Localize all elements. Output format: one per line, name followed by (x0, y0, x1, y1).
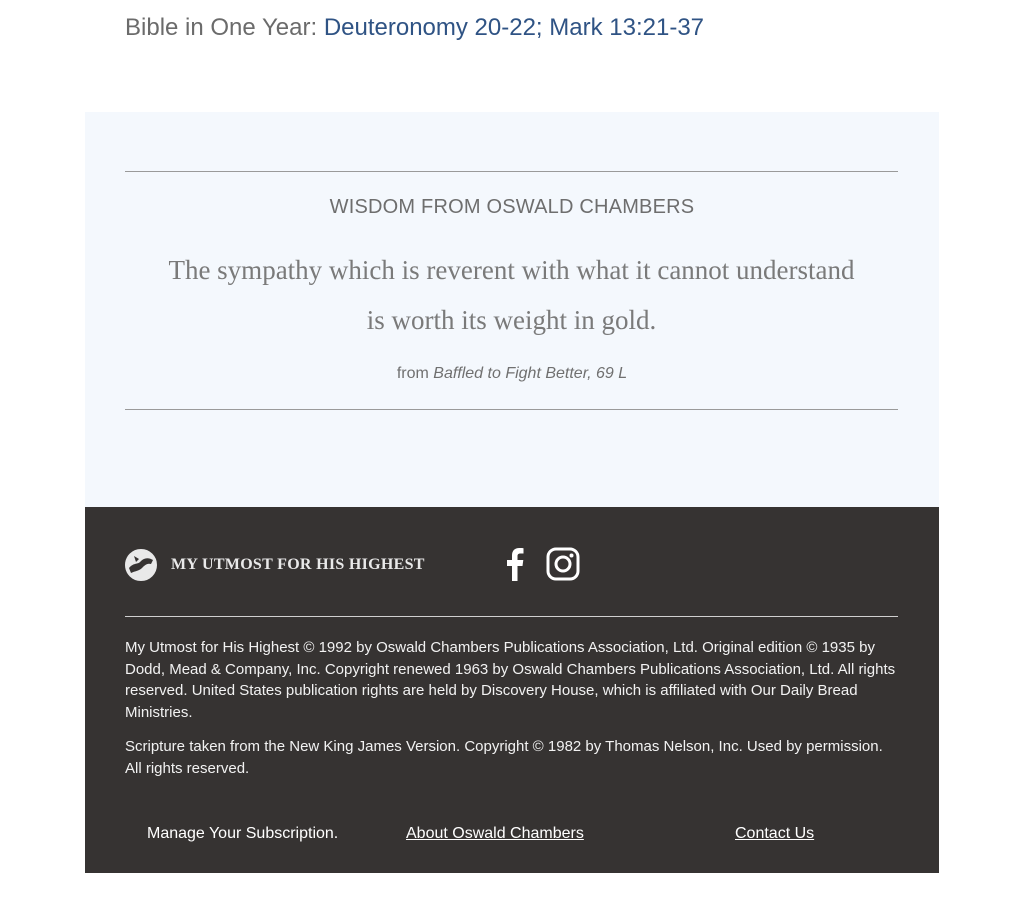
about-oswald-chambers-link[interactable]: About Oswald Chambers (406, 825, 584, 842)
footer-divider (125, 616, 898, 617)
manage-subscription-link[interactable]: Manage Your Subscription. (147, 825, 339, 842)
instagram-icon[interactable] (546, 547, 580, 581)
footer (85, 507, 939, 873)
contact-us-link[interactable]: Contact Us (735, 825, 815, 842)
wisdom-section (85, 112, 939, 507)
wisdom-heading: WISDOM FROM OSWALD CHAMBERS (329, 196, 695, 218)
scripture-copyright-text: Scripture taken from the New King James Version. Copyright © 1982 by Thomas Nelson, Inc. Used by permission. All rights reserved. (125, 738, 883, 777)
globe-logo-icon (125, 549, 157, 581)
wisdom-source (85, 365, 939, 383)
wisdom-bottom-divider (125, 409, 898, 410)
brand-name: MY UTMOST FOR HIS HIGHEST (171, 556, 425, 573)
facebook-icon[interactable] (503, 547, 525, 581)
copyright-text: My Utmost for His Highest © 1992 by Oswald Chambers Publications Association, Ltd. Original edition © 1935 by Dodd, Mead & Company, Inc. Copyright renewed 1963 by Oswald Chambers Publications Association, Ltd. All rights reserved. United States publication rights are held by Discovery House, which is affiliated with Our Daily Bread Ministries. (125, 639, 896, 721)
brand[interactable] (125, 547, 425, 583)
bible-label: Bible in One Year: (125, 14, 324, 41)
quote-line-2: is worth its weight in gold. (366, 305, 657, 335)
bible-in-one-year (125, 14, 704, 42)
wisdom-top-divider (125, 171, 898, 172)
bible-reading-link[interactable]: Deuteronomy 20-22; Mark 13:21-37 (323, 14, 705, 41)
quote-line-1: The sympathy which is reverent with what it cannot understand (168, 255, 855, 285)
wisdom-quote (125, 245, 898, 345)
source-prefix: from (396, 365, 434, 382)
source-book: Baffled to Fight Better, 69 L (433, 365, 628, 382)
